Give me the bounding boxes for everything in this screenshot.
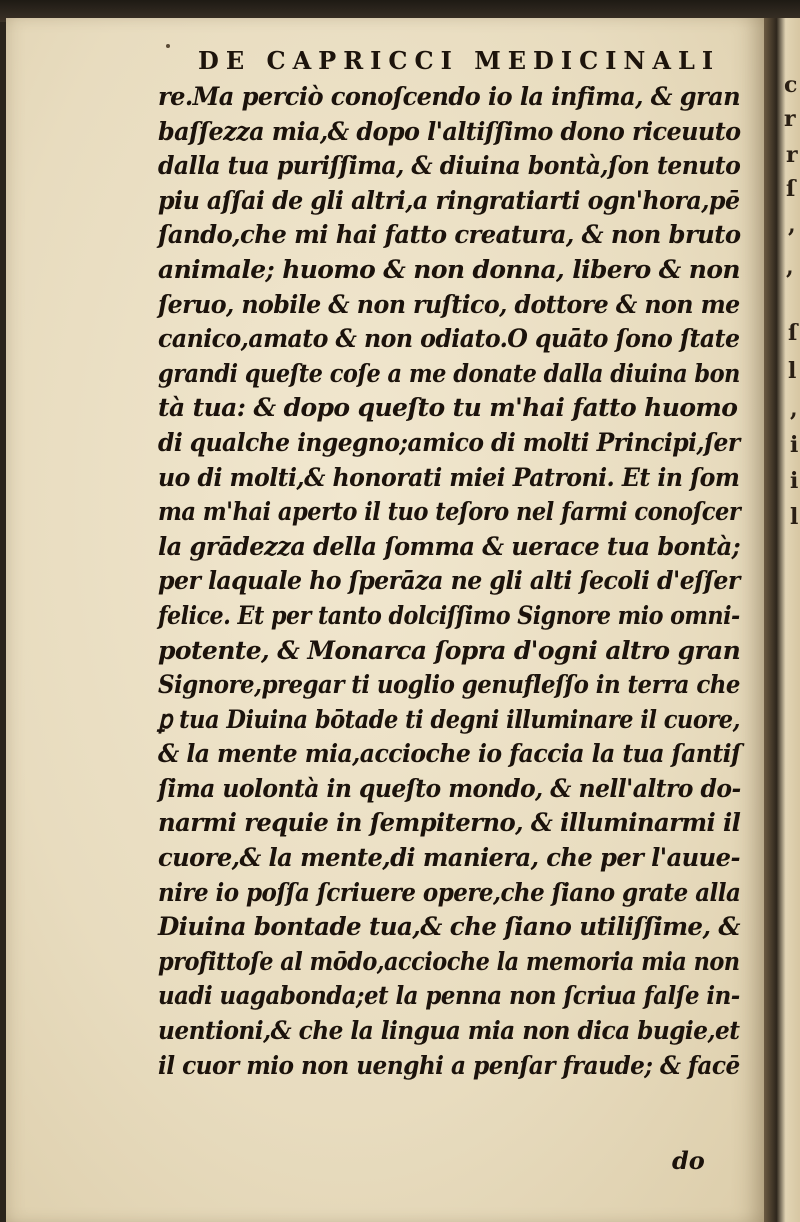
body-text	[158, 80, 741, 1083]
text-line: ſando,che mi hai fatto creatura, & non bruto	[158, 220, 741, 250]
text-line: il cuor mio non uenghi a penſar fraude; & facē	[158, 1050, 740, 1080]
text-line: ma m'hai aperto il tuo teſoro nel farmi conoſcer	[158, 497, 741, 527]
text-line: piu aſſai de gli altri,a ringratiarti ogn'hora,pē	[158, 185, 740, 215]
running-head: DE CAPRICCI MEDICINALI	[198, 46, 721, 75]
text-line: Signore,pregar ti uoglio genufleſſo in terra che	[158, 670, 740, 700]
text-line: ꝑ tua Diuina bōtade ti degni illuminare il cuore,	[158, 704, 740, 734]
text-line: canico,amato & non odiato.O quāto ſono ſtate	[158, 324, 740, 354]
text-line: profittoſe al mōdo,accioche la memoria mia non	[158, 946, 740, 976]
text-line: dalla tua puriſſima, & diuina bontà,ſon tenuto	[158, 151, 741, 181]
text-line: ſeruo, nobile & non ruſtico, dottore & non me	[158, 289, 740, 319]
text-line: baſſezza mia,& dopo l'altiſſimo dono riceuuto	[158, 116, 741, 146]
text-line: di qualche ingegno;amico di molti Principi,ſer	[158, 427, 740, 457]
text-line: uadi uagabonda;et la penna non ſcriua falſe in-	[158, 981, 740, 1011]
text-line: re.Ma perciò conoſcendo io la infima, & gran	[158, 82, 741, 111]
catchword: do	[672, 1146, 705, 1175]
text-line: uentioni,& che la lingua mia non dica bugie,et	[158, 1016, 740, 1046]
text-line: tà tua: & dopo queſto tu m'hai fatto huomo	[158, 393, 738, 423]
text-line: felice. Et per tanto dolciſſimo Signore mio omni-	[158, 600, 740, 630]
text-line: ſima uolontà in queſto mondo, & nell'altro do-	[158, 773, 741, 803]
text-line: grandi queſte coſe a me donate dalla diuina bon	[158, 358, 740, 388]
text-line: & la mente mia,accioche io faccia la tua ſantiſ	[158, 739, 741, 769]
text-line: narmi requie in ſempiterno, & illuminarmi il	[158, 808, 741, 838]
text-line: per laquale ho ſperāza ne gli alti ſecoli d'eſſer	[158, 566, 740, 596]
text-line: animale; huomo & non donna, libero & non	[158, 254, 740, 284]
text-line: la grādezza della ſomma & uerace tua bontà;	[158, 531, 741, 561]
text-line: nire io poſſa ſcriuere opere,che ſiano grate alla	[158, 877, 741, 907]
text-line: Diuina bontade tua,& che ſiano utiliſſime, &	[158, 912, 740, 942]
text-line: cuore,& la mente,di maniera, che per l'auue-	[158, 843, 740, 873]
header-dot-mark	[166, 44, 170, 48]
text-line: potente, & Monarca ſopra d'ogni altro gran	[158, 635, 741, 665]
text-line: uo di molti,& honorati miei Patroni. Et in ſom	[158, 462, 740, 492]
